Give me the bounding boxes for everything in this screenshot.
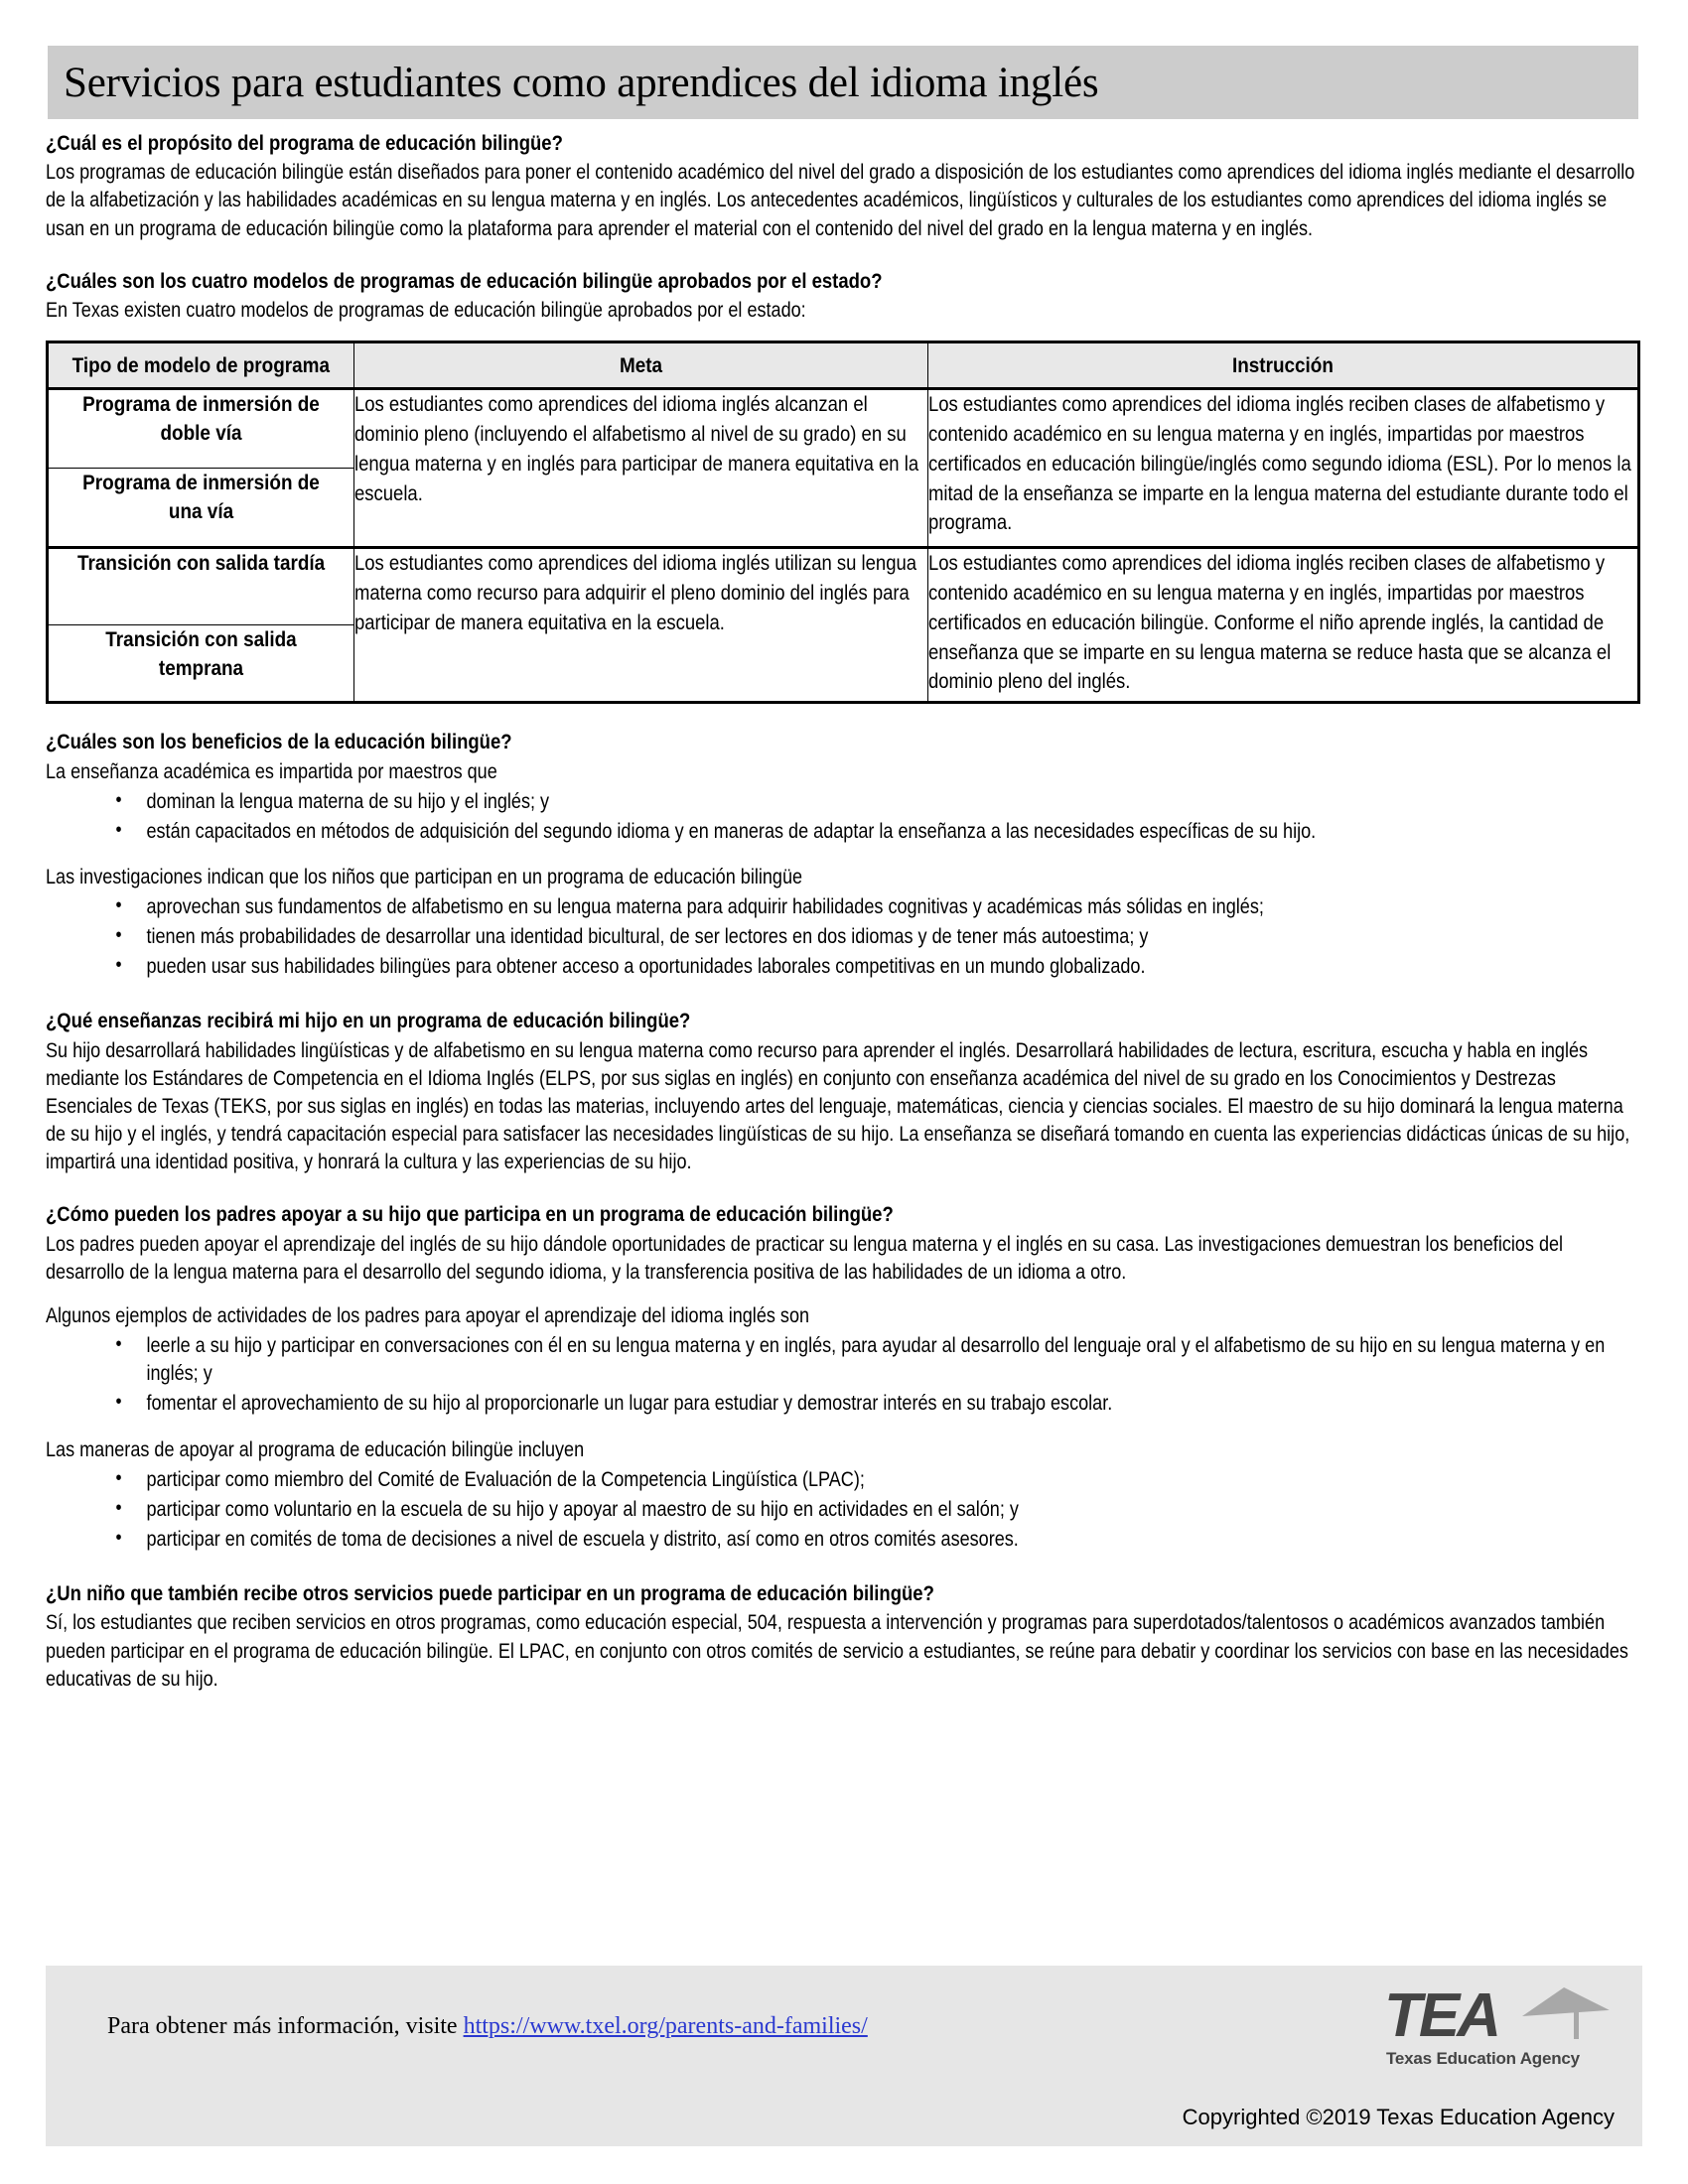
tea-logo-subtitle: Texas Education Agency [1386, 2049, 1580, 2068]
list-item: • participar como miembro del Comité de Evaluación de la Competencia Lingüística (LPAC); [46, 1466, 1641, 1494]
cell-model-late-exit: Transición con salida tardía [48, 548, 354, 625]
heading-models: ¿Cuáles son los cuatro modelos de programas de educación bilingüe aprobados por el estado? [46, 268, 883, 293]
table-row [48, 389, 1639, 469]
tea-logo-mark: TEA [1384, 1981, 1498, 2050]
paragraph-models-intro: En Texas existen cuatro modelos de programas de educación bilingüe aprobados por el estado: [46, 299, 806, 323]
heading-parents: ¿Cómo pueden los padres apoyar a su hijo que participa en un programa de educación bilingüe? [46, 1202, 894, 1227]
paragraph-parents-intro-2: Las maneras de apoyar al programa de educación bilingüe incluyen [46, 1437, 585, 1461]
column-header-model: Tipo de modelo de programa [48, 342, 354, 389]
footer-more-info [107, 2013, 868, 2040]
copyright-notice: Copyrighted ©2019 Texas Education Agency [1182, 2105, 1615, 2129]
parents-bullet-list-1 [46, 1332, 1641, 1418]
column-header-instruccion: Instrucción [928, 342, 1639, 389]
parents-bullet-list-2 [46, 1466, 1641, 1554]
paragraph-other-services: Sí, los estudiantes que reciben servicios en otros programas, como educación especial, 504, respuesta a intervención y programas para superdotados/talentosos o académicos avanzados también pueden participar en el programa de educación bilingüe. El LPAC, en conjunto con otros comités de servicio a estudiantes, se reúne para debatir y coordinar los servicios con base en las necesidades educativas de su hijo. [46, 1611, 1628, 1691]
graduation-cap-tassel-icon [1574, 2009, 1579, 2039]
benefits-bullet-list-1 [46, 788, 1641, 846]
list-item: • dominan la lengua materna de su hijo y el inglés; y [46, 788, 1641, 816]
cell-model-dual-language: Programa de inmersión de doble vía [48, 389, 354, 469]
heading-other-services: ¿Un niño que también recibe otros servicios puede participar en un programa de educación bilingüe? [46, 1581, 934, 1606]
paragraph-instruction: Su hijo desarrollará habilidades lingüísticas y de alfabetismo en su lengua materna como recurso para aprender el inglés. Desarrollará habilidades de lectura, escritura, escucha y habla en inglés mediante los Estándares de Competencia en el Idioma Inglés (ELPS, por sus siglas en inglés) en conjunto con enseñanza académica del nivel de su grado en los Conocimientos y Destrezas Esenciales de Texas (TEKS, por sus siglas en inglés) en todas las materias, incluyendo artes del lenguaje, matemáticas, ciencia y ciencias sociales. El maestro de su hijo dominará la lengua materna de su hijo y el inglés, y tendrá capacitación especial para satisfacer las necesidades lingüísticas de su hijo. La enseñanza se diseñará tomando en cuenta las experiencias didácticas únicas de su hijo, impartirá una identidad positiva, y honrará la cultura y las experiencias de su hijo. [46, 1038, 1630, 1174]
tea-logo [1376, 1983, 1615, 2075]
heading-benefits: ¿Cuáles son los beneficios de la educación bilingüe? [46, 730, 512, 754]
program-models-table [46, 341, 1640, 704]
footer-more-info-label: Para obtener más información, visite [107, 2013, 464, 2039]
list-item: • aprovechan sus fundamentos de alfabetismo en su lengua materna para adquirir habilidades cognitivas y académicas más sólidas en inglés; [46, 893, 1641, 921]
table-header-row [48, 342, 1639, 389]
list-item: • tienen más probabilidades de desarrollar una identidad bicultural, de ser lectores en dos idiomas y de tener más autoestima; y [46, 923, 1641, 951]
cell-meta-transitional: Los estudiantes como aprendices del idioma inglés utilizan su lengua materna como recurso para adquirir el pleno dominio del inglés para participar de manera equitativa en la escuela. [354, 548, 928, 703]
list-item: • leerle a su hijo y participar en conversaciones con él en su lengua materna y en inglés, para ayudar al desarrollo del lenguaje oral y el alfabetismo de su hijo en su lengua materna y en inglés; y [46, 1332, 1641, 1388]
txel-website-link[interactable]: https://www.txel.org/parents-and-families/ [463, 2013, 868, 2039]
document-title-banner [48, 46, 1638, 119]
heading-instruction: ¿Qué enseñanzas recibirá mi hijo en un programa de educación bilingüe? [46, 1009, 691, 1033]
page-title: Servicios para estudiantes como aprendices del idioma inglés [64, 59, 1099, 106]
list-item: • están capacitados en métodos de adquisición del segundo idioma y en maneras de adaptar la enseñanza a las necesidades específicas de su hijo. [46, 818, 1641, 846]
heading-purpose: ¿Cuál es el propósito del programa de educación bilingüe? [46, 131, 563, 155]
paragraph-purpose: Los programas de educación bilingüe están diseñados para poner el contenido académico del nivel del grado a disposición de los estudiantes como aprendices del idioma inglés mediante el desarrollo de la alfabetización y las habilidades académicas en su lengua materna y en inglés. Los antecedentes académicos, lingüísticos y culturales de los estudiantes como aprendices del idioma inglés se usan en un programa de educación bilingüe como la plataforma para aprender el material con el contenido del nivel del grado en la lengua materna y en inglés. [46, 161, 1635, 240]
paragraph-benefits-intro-1: La enseñanza académica es impartida por maestros que [46, 759, 497, 783]
column-header-meta: Meta [354, 342, 928, 389]
list-item: • participar como voluntario en la escuela de su hijo y apoyar al maestro de su hijo en actividades en el salón; y [46, 1496, 1641, 1524]
table-header [48, 342, 1639, 389]
footer [46, 1966, 1642, 2146]
cell-model-early-exit: Transición con salida temprana [48, 625, 354, 703]
table-body [48, 389, 1639, 703]
list-item: • participar en comités de toma de decisiones a nivel de escuela y distrito, así como en otros comités asesores. [46, 1526, 1641, 1554]
paragraph-parents: Los padres pueden apoyar el aprendizaje del inglés de su hijo dándole oportunidades de practicar su lengua materna y el inglés en su casa. Las investigaciones demuestran los beneficios del desarrollo de la lengua materna para el desarrollo del segundo idioma, y la transferencia positiva de las habilidades de un idioma a otro. [46, 1232, 1564, 1284]
cell-meta-immersion: Los estudiantes como aprendices del idioma inglés alcanzan el dominio pleno (incluyendo el alfabetismo al nivel de su grado) en su lengua materna y en inglés para participar de manera equitativa en la escuela. [354, 389, 928, 548]
document-content [46, 131, 1642, 1694]
cell-instruccion-immersion: Los estudiantes como aprendices del idioma inglés reciben clases de alfabetismo y contenido académico en su lengua materna y en inglés, impartidas por maestros certificados en educación bilingüe/inglés como segundo idioma (ESL). Por lo menos la mitad de la enseñanza se imparte en la lengua materna del estudiante durante todo el programa. [928, 389, 1639, 548]
table-row [48, 548, 1639, 625]
paragraph-parents-intro-1: Algunos ejemplos de actividades de los padres para apoyar el aprendizaje del idioma inglés son [46, 1304, 810, 1328]
cell-instruccion-transitional: Los estudiantes como aprendices del idioma inglés reciben clases de alfabetismo y contenido académico en su lengua materna y en inglés, impartidas por maestros certificados en educación bilingüe. Conforme el niño aprende inglés, la cantidad de enseñanza que se imparte en su lengua materna se reduce hasta que se alcanza el dominio pleno del inglés. [928, 548, 1639, 703]
paragraph-benefits-intro-2: Las investigaciones indican que los niños que participan en un programa de educación bilingüe [46, 865, 803, 888]
benefits-bullet-list-2 [46, 893, 1641, 981]
list-item: • pueden usar sus habilidades bilingües para obtener acceso a oportunidades laborales competitivas en un mundo globalizado. [46, 953, 1641, 981]
cell-model-one-way: Programa de inmersión de una vía [48, 469, 354, 548]
graduation-cap-icon [1520, 1984, 1610, 2016]
list-item: • fomentar el aprovechamiento de su hijo al proporcionarle un lugar para estudiar y demostrar interés en su trabajo escolar. [46, 1390, 1641, 1418]
